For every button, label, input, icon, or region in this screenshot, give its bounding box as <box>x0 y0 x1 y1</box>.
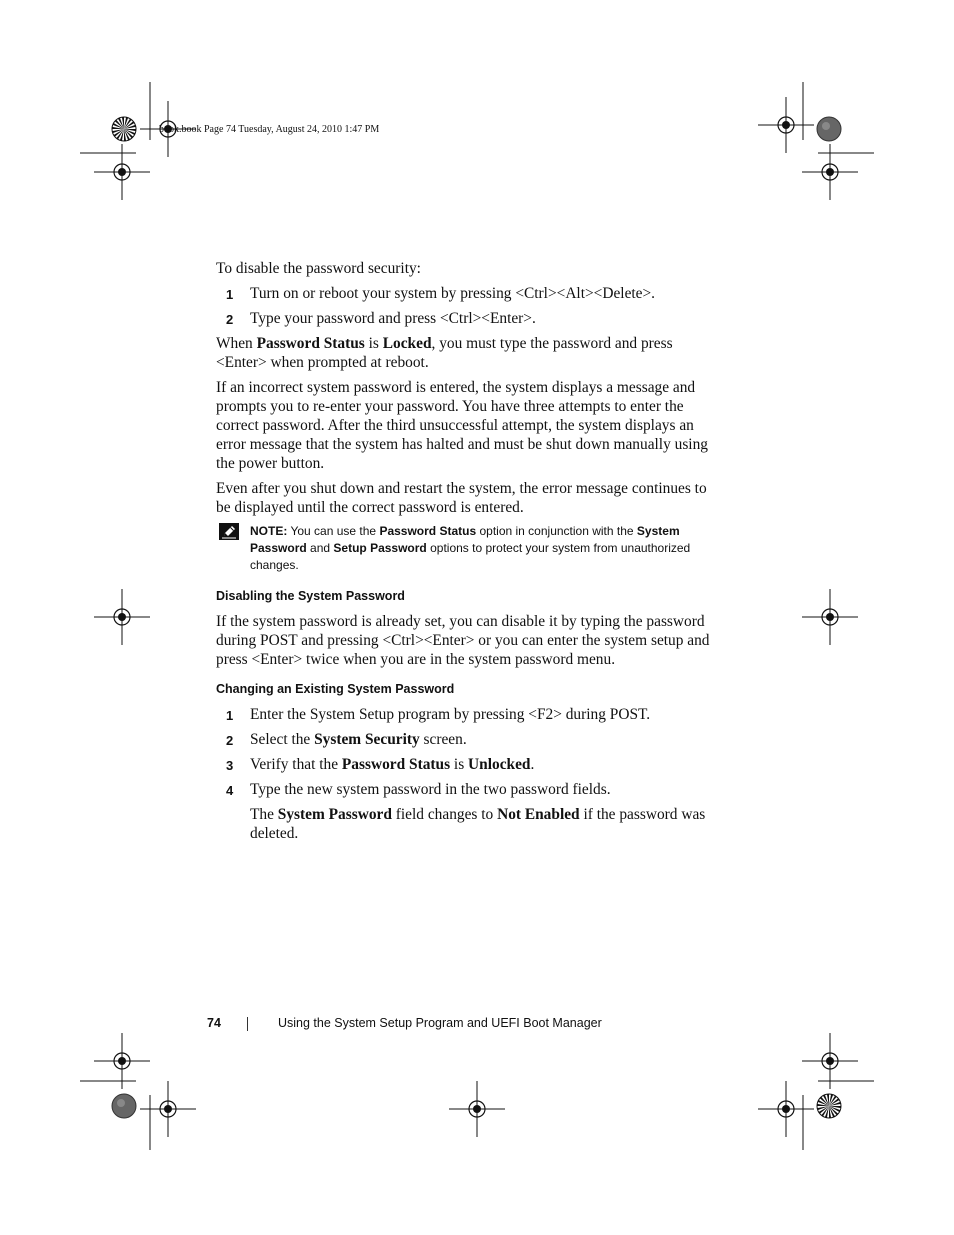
step-text: Type your password and press <Ctrl><Enter>. <box>250 310 536 327</box>
bold-term: Unlocked <box>468 756 531 773</box>
pencil-note-icon <box>219 523 239 540</box>
section-heading: Disabling the System Password <box>216 589 405 603</box>
list-item <box>216 705 716 724</box>
text-run: . <box>530 756 535 773</box>
registration-mark-icon <box>802 589 858 645</box>
running-title: Using the System Setup Program and UEFI Boot Manager <box>278 1016 602 1030</box>
bold-term: Not Enabled <box>497 806 580 823</box>
registration-mark-icon <box>449 1081 505 1137</box>
gray-registration-dot-icon <box>112 1094 136 1118</box>
gray-registration-dot-highlight <box>822 122 830 130</box>
text-run: is <box>450 756 469 773</box>
page-slug: book.book Page 74 Tuesday, August 24, 2010 1:47 PM <box>159 124 380 135</box>
list-item <box>216 284 716 303</box>
text-run: options to protect your system from unauthorized changes. <box>250 541 691 572</box>
text-run: is <box>364 335 383 352</box>
step-number: 4 <box>226 783 234 798</box>
gray-registration-dot-highlight <box>117 1099 125 1107</box>
text-run: Enter the System Setup program by pressing <F2> during POST. <box>250 706 651 723</box>
step4-followup <box>216 805 716 843</box>
page-number: 74 <box>207 1016 221 1030</box>
locked-paragraph <box>216 334 716 372</box>
bold-term: Password Status <box>341 756 451 773</box>
list-item <box>216 780 716 799</box>
text-run: , you must type the password and press <Enter> when prompted at reboot. <box>216 335 673 371</box>
step-number: 1 <box>226 708 234 723</box>
text-run: Verify that the <box>250 756 342 773</box>
registration-mark-icon <box>140 1081 196 1137</box>
list-item <box>216 755 716 774</box>
page-body <box>216 259 716 849</box>
bold-term: Password Status <box>379 524 477 538</box>
text-run: When <box>216 335 257 352</box>
page-footer <box>0 1016 954 1036</box>
text-run: option in conjunction with the <box>476 524 637 538</box>
registration-mark-icon <box>802 144 858 200</box>
bold-term: Password Status <box>256 335 365 352</box>
starburst-mark-icon <box>112 117 136 141</box>
section-heading: Changing an Existing System Password <box>216 682 455 696</box>
note-block <box>216 523 716 574</box>
text-run: Type the new system password in the two password fields. <box>250 781 611 798</box>
step-number: 2 <box>226 733 234 748</box>
registration-mark-icon <box>94 589 150 645</box>
text-run: and <box>306 541 334 555</box>
intro-text: To disable the password security: <box>216 260 421 277</box>
registration-mark-icon <box>758 97 814 153</box>
incorrect-password-paragraph: If an incorrect system password is entered, the system displays a message and prompts you to re-enter your password. You have three attempts to enter the correct password. After the third unsuccessful attempt, the system displays an error message that the system has halted and must be shut down manually using the power button. <box>216 379 708 472</box>
text-run: field changes to <box>391 806 498 823</box>
list-item <box>216 309 716 328</box>
text-run: The <box>250 806 278 823</box>
gray-registration-dot-icon <box>817 117 841 141</box>
step-number: 1 <box>226 287 234 302</box>
starburst-mark-icon <box>817 1094 841 1118</box>
bold-term: System Password <box>277 806 392 823</box>
list-item <box>216 730 716 749</box>
registration-mark-icon <box>94 144 150 200</box>
step-number: 2 <box>226 312 234 327</box>
footer-divider <box>247 1017 248 1031</box>
note-label: NOTE: <box>250 524 288 538</box>
text-run: if the password was deleted. <box>250 806 706 842</box>
text-run: Select the <box>250 731 315 748</box>
disabling-paragraph: If the system password is already set, you can disable it by typing the password during POST and pressing <Ctrl><Enter> or you can enter the system setup and press <Enter> twice when you are in the system password menu. <box>216 613 710 668</box>
restart-paragraph: Even after you shut down and restart the system, the error message continues to be displayed until the correct password is entered. <box>216 480 707 516</box>
registration-mark-icon <box>758 1081 814 1137</box>
bold-term: Locked <box>382 335 432 352</box>
step-text: Turn on or reboot your system by pressing <Ctrl><Alt><Delete>. <box>250 285 656 302</box>
bold-term: System Security <box>314 731 420 748</box>
bold-term: System Password <box>250 524 680 555</box>
text-run: screen. <box>419 731 467 748</box>
bold-term: Setup Password <box>333 541 427 555</box>
text-run: You can use the <box>287 524 380 538</box>
step-number: 3 <box>226 758 234 773</box>
